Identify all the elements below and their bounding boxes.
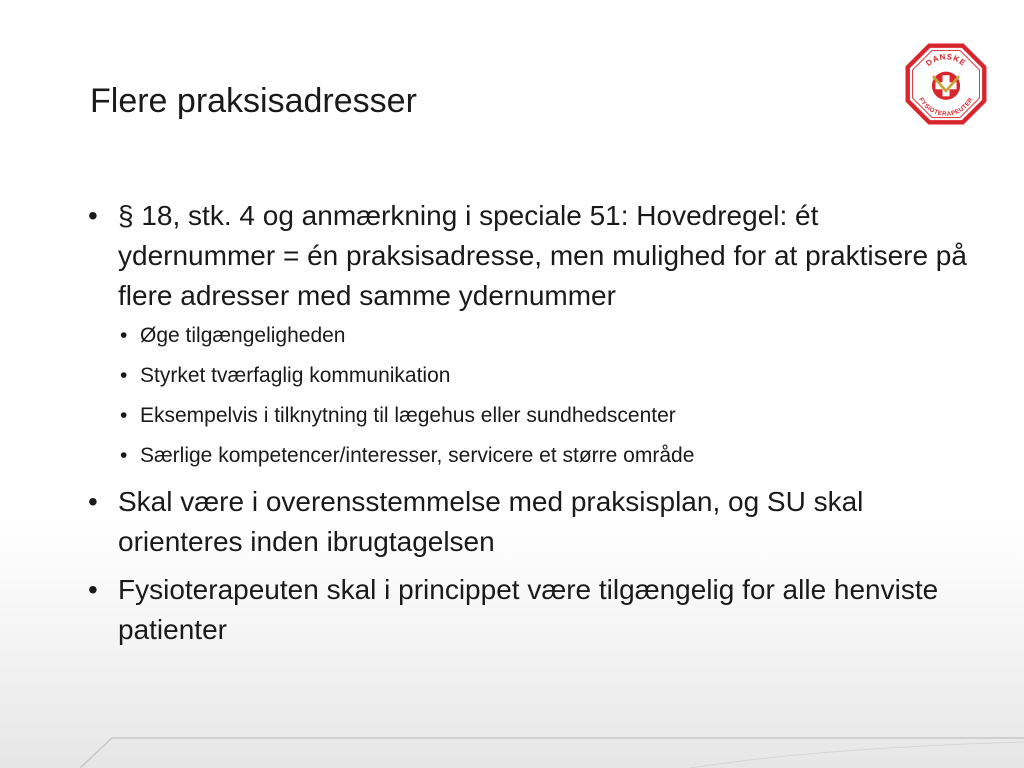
bullet-item-1 xyxy=(88,196,968,470)
bullet-text: § 18, stk. 4 og anmærkning i speciale 51: Hovedregel: ét ydernummer = én praksisadresse, men mulighed for at praktisere på flere adresser med samme ydernummer xyxy=(118,200,967,311)
sub-bullet-item: • Øge tilgængeligheden xyxy=(118,322,968,350)
logo-text-top: DANSKE xyxy=(924,52,968,69)
bullet-text: Skal være i overensstemmelse med praksisplan, og SU skal orienteres inden ibrugtagelsen xyxy=(118,486,864,557)
slide-title: Flere praksisadresser xyxy=(90,82,417,120)
logo-text-bottom: FYSIOTERAPEUTER xyxy=(917,96,975,118)
sub-bullet-list xyxy=(118,322,968,470)
danske-fysioterapeuter-logo xyxy=(902,40,990,128)
bullet-item-2 xyxy=(88,482,968,562)
sub-bullet-item: • Eksempelvis i tilknytning til lægehus eller sundhedscenter xyxy=(118,402,968,430)
sub-bullet-item: • Styrket tværfaglig kommunikation xyxy=(118,362,968,390)
bullet-list xyxy=(88,196,968,658)
bullet-item-3 xyxy=(88,570,968,650)
sub-bullet-item: • Særlige kompetencer/interesser, servicere et større område xyxy=(118,442,968,470)
bullet-text: Fysioterapeuten skal i princippet være tilgængelig for alle henviste patienter xyxy=(118,574,939,645)
